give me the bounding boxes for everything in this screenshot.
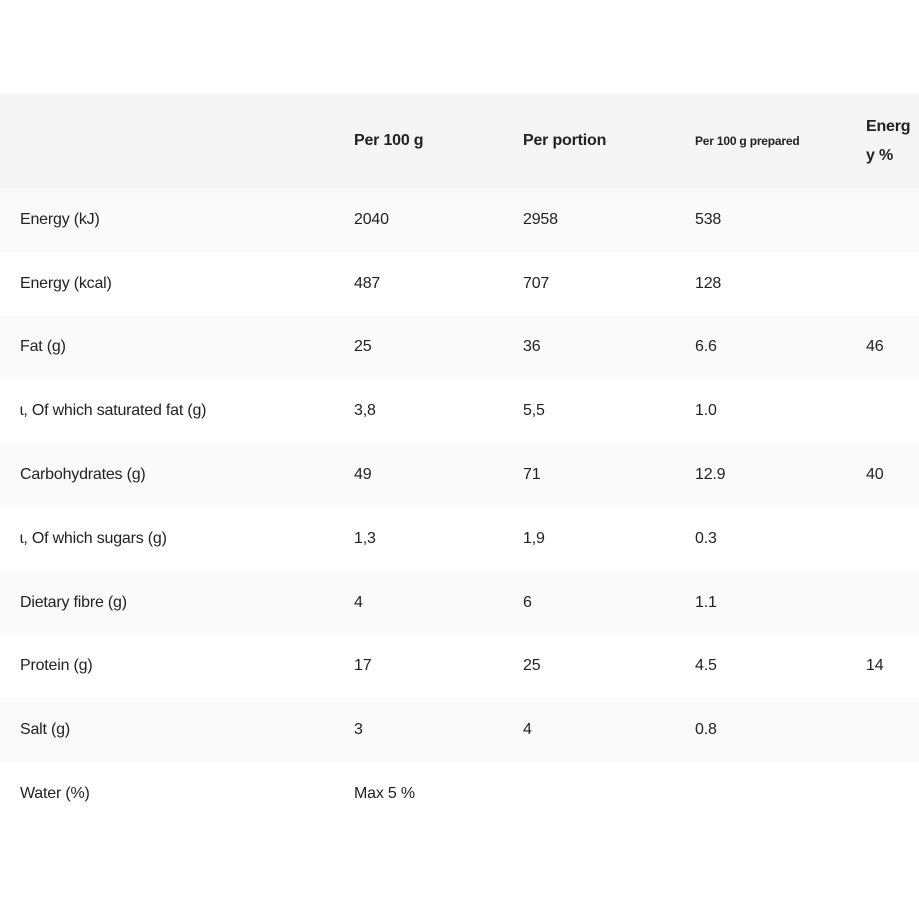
header-per-100g-prepared: Per 100 g prepared [695, 134, 800, 148]
value-per-100g: 3 [354, 721, 363, 739]
table-row [0, 379, 919, 443]
value-per-portion: 6 [523, 593, 532, 611]
table-row [0, 635, 919, 699]
value-per-portion [503, 762, 675, 826]
value-per-100g: 25 [354, 338, 372, 356]
value-per-100g-prepared: 538 [695, 210, 722, 228]
table-row [0, 443, 919, 507]
nutrient-label: ɩ, Of which saturated fat (g) [20, 402, 207, 420]
table-row [0, 571, 919, 635]
nutrient-label: Fat (g) [20, 338, 66, 356]
value-energy-percent [846, 252, 919, 316]
nutrition-table [0, 94, 919, 826]
table-row [0, 316, 919, 380]
value-per-portion: 4 [523, 721, 532, 739]
value-energy-percent: 14 [866, 657, 884, 675]
value-energy-percent [846, 188, 919, 252]
value-per-100g-prepared: 0.3 [695, 529, 717, 547]
value-per-100g: 17 [354, 657, 372, 675]
value-energy-percent [846, 571, 919, 635]
value-energy-percent: 46 [866, 338, 884, 356]
value-per-100g: Max 5 % [354, 785, 415, 803]
nutrient-label: Protein (g) [20, 657, 93, 675]
value-energy-percent [846, 379, 919, 443]
nutrient-label: ɩ, Of which sugars (g) [20, 529, 167, 547]
value-per-100g-prepared: 6.6 [695, 338, 717, 356]
value-per-portion: 1,9 [523, 529, 545, 547]
table-row [0, 762, 919, 826]
table-header [0, 94, 919, 188]
value-per-100g-prepared: 4.5 [695, 657, 717, 675]
table-row [0, 188, 919, 252]
value-per-100g: 487 [354, 274, 381, 292]
value-energy-percent [846, 507, 919, 571]
nutrient-label: Salt (g) [20, 721, 70, 739]
nutrient-label: Carbohydrates (g) [20, 466, 146, 484]
value-per-portion: 71 [523, 466, 541, 484]
nutrient-label: Energy (kJ) [20, 210, 100, 228]
table-row [0, 252, 919, 316]
header-energy-percent: Energy % [866, 118, 911, 164]
table-row [0, 507, 919, 571]
value-energy-percent: 40 [866, 466, 884, 484]
value-per-100g-prepared: 12.9 [695, 466, 726, 484]
nutrient-label: Water (%) [20, 785, 90, 803]
value-per-portion: 36 [523, 338, 541, 356]
header-row [0, 94, 919, 188]
value-per-100g: 2040 [354, 210, 389, 228]
value-per-100g: 3,8 [354, 402, 376, 420]
value-per-100g: 4 [354, 593, 363, 611]
nutrient-label: Dietary fibre (g) [20, 593, 127, 611]
value-per-100g: 1,3 [354, 529, 376, 547]
table-row [0, 698, 919, 762]
header-nutrient [0, 94, 334, 188]
value-per-100g: 49 [354, 466, 372, 484]
header-per-100g: Per 100 g [354, 132, 424, 149]
nutrition-table-container [0, 94, 919, 826]
value-per-100g-prepared: 1.0 [695, 402, 717, 420]
table-body [0, 188, 919, 826]
value-per-100g-prepared: 128 [695, 274, 722, 292]
nutrient-label: Energy (kcal) [20, 274, 112, 292]
value-per-100g-prepared: 1.1 [695, 593, 717, 611]
value-per-portion: 2958 [523, 210, 558, 228]
value-per-portion: 25 [523, 657, 541, 675]
header-per-portion: Per portion [523, 132, 607, 149]
value-per-portion: 5,5 [523, 402, 545, 420]
value-energy-percent [846, 698, 919, 762]
value-energy-percent [846, 762, 919, 826]
value-per-100g-prepared: 0.8 [695, 721, 717, 739]
value-per-100g-prepared [675, 762, 846, 826]
value-per-portion: 707 [523, 274, 550, 292]
